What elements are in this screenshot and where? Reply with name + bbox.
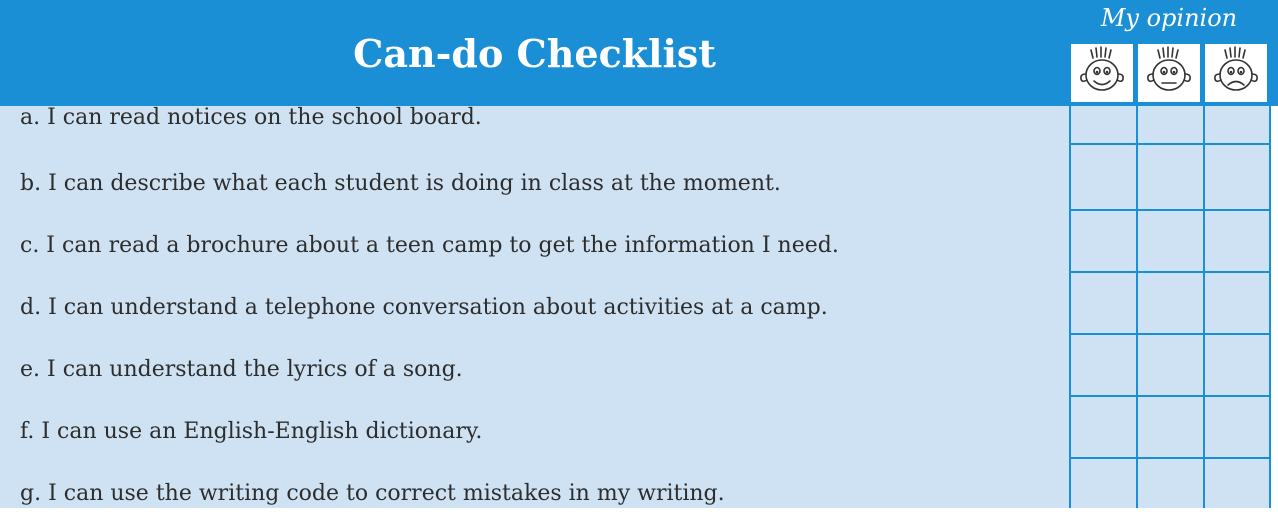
- happy-face-icon: [1071, 44, 1133, 102]
- checklist-item-d: d. I can understand a telephone conversation about activities at a camp.: [20, 294, 828, 320]
- opinion-cell-a-happy[interactable]: [1071, 108, 1136, 143]
- right-margin: [1270, 106, 1278, 508]
- my-opinion-label: My opinion: [1100, 4, 1238, 32]
- opinion-cell-g-neutral[interactable]: [1138, 459, 1203, 508]
- opinion-cell-f-neutral[interactable]: [1138, 397, 1203, 457]
- opinion-cell-d-neutral[interactable]: [1138, 273, 1203, 333]
- checklist-item-a: a. I can read notices on the school board.: [20, 104, 482, 130]
- opinion-cell-e-happy[interactable]: [1071, 335, 1136, 395]
- neutral-face-icon: [1138, 44, 1200, 102]
- opinion-cell-d-happy[interactable]: [1071, 273, 1136, 333]
- opinion-cell-a-neutral[interactable]: [1138, 108, 1203, 143]
- grid-line: [1269, 106, 1271, 508]
- opinion-cell-d-sad[interactable]: [1205, 273, 1269, 333]
- opinion-cell-c-sad[interactable]: [1205, 211, 1269, 271]
- checklist-item-g: g. I can use the writing code to correct mistakes in my writing.: [20, 480, 725, 506]
- sad-face-icon: [1205, 44, 1267, 102]
- opinion-cell-f-sad[interactable]: [1205, 397, 1269, 457]
- checklist-item-b: b. I can describe what each student is doing in class at the moment.: [20, 170, 781, 196]
- checklist-item-f: f. I can use an English-English dictionary.: [20, 418, 483, 444]
- opinion-cell-b-happy[interactable]: [1071, 145, 1136, 209]
- checklist-item-e: e. I can understand the lyrics of a song.: [20, 356, 463, 382]
- opinion-cell-e-neutral[interactable]: [1138, 335, 1203, 395]
- opinion-cell-b-sad[interactable]: [1205, 145, 1269, 209]
- checklist-title: Can-do Checklist: [353, 30, 716, 76]
- opinion-cell-b-neutral[interactable]: [1138, 145, 1203, 209]
- opinion-cell-e-sad[interactable]: [1205, 335, 1269, 395]
- opinion-cell-a-sad[interactable]: [1205, 108, 1269, 143]
- opinion-cell-f-happy[interactable]: [1071, 397, 1136, 457]
- checklist-item-c: c. I can read a brochure about a teen camp to get the information I need.: [20, 232, 839, 258]
- opinion-cell-g-sad[interactable]: [1205, 459, 1269, 508]
- opinion-cell-c-neutral[interactable]: [1138, 211, 1203, 271]
- opinion-cell-c-happy[interactable]: [1071, 211, 1136, 271]
- opinion-cell-g-happy[interactable]: [1071, 459, 1136, 508]
